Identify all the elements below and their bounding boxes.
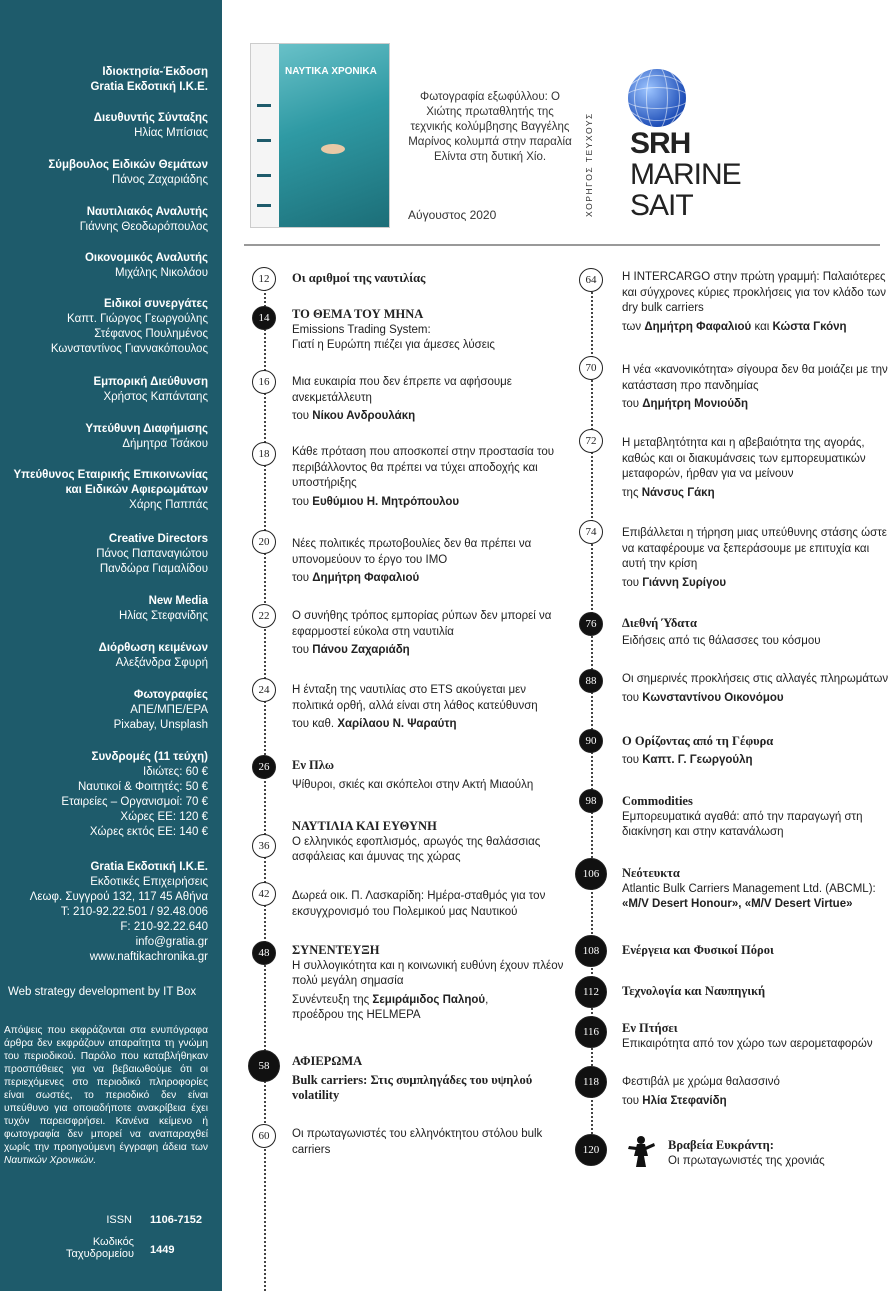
page-number[interactable]: 88 — [579, 669, 603, 693]
toc-title: Φεστιβάλ με χρώμα θαλασσινό — [622, 1076, 780, 1088]
page-number[interactable]: 98 — [579, 789, 603, 813]
toc-title: Atlantic Bulk Carriers Management Ltd. (ABCML): — [622, 882, 876, 895]
credit-block — [96, 532, 208, 577]
toc-title: Εμπορευματικά αγαθά: από την παραγωγή στη διακίνηση και στην κατανάλωση — [622, 810, 863, 839]
page-number[interactable]: 120 — [575, 1134, 607, 1166]
toc-entry[interactable] — [292, 683, 567, 733]
disclaimer — [4, 1024, 208, 1167]
postcode-label-line: Κωδικός — [92, 1236, 134, 1248]
credit-name: Ηλίας Στεφανίδης — [119, 610, 208, 622]
header-divider — [244, 244, 880, 246]
toc-entry[interactable] — [292, 307, 582, 354]
toc-section: Νεότευκτα — [622, 866, 680, 880]
credit-name: Στέφανος Πουλημένος — [94, 328, 208, 340]
toc-title: Οι σημερινές προκλήσεις στις αλλαγές πληρωμάτων — [622, 673, 889, 685]
postcode-value: 1449 — [150, 1244, 175, 1256]
page-number[interactable]: 22 — [252, 604, 276, 628]
credit-block — [80, 205, 208, 235]
credit-block — [61, 750, 208, 840]
toc-author: του Δημήτρη Φαφαλιού — [292, 572, 420, 585]
toc-section: Εν Πλω — [292, 758, 335, 772]
page-number[interactable]: 18 — [252, 442, 276, 466]
sponsor-logo-line: SRH — [630, 127, 691, 160]
toc-section: Οι αριθμοί της ναυτιλίας — [292, 271, 426, 285]
toc-title: Η μεταβλητότητα και η αβεβαιότητα της αγοράς, καθώς και οι διακυμάνσεις των εμπορευματικών μεταφορών, ήρθαν για να μείνουν — [622, 437, 866, 481]
cover-thumbnail[interactable] — [250, 43, 390, 228]
credit-role: Συνδρομές (11 τεύχη) — [91, 751, 208, 763]
toc-title: Μια ευκαιρία που δεν έπρεπε να αφήσουμε ανεκμετάλλευτη — [292, 376, 512, 404]
credit-role: Οικονομικός Αναλυτής — [84, 252, 208, 264]
credit-role: Creative Directors — [108, 533, 208, 545]
toc-author: του Νίκου Ανδρουλάκη — [292, 410, 416, 423]
toc-entry[interactable] — [292, 537, 554, 587]
sponsor-logo-line: MARINE — [630, 158, 741, 191]
credit-block — [85, 251, 208, 281]
credit-name: Ιδιώτες: 60 € — [143, 766, 208, 778]
web-strategy-credit: Web strategy development by IT Box — [8, 986, 197, 998]
toc-entry[interactable] — [292, 271, 425, 287]
credit-block — [51, 297, 208, 357]
toc-section: Διεθνή Ύδατα — [622, 616, 698, 630]
cover-caption: Φωτογραφία εξωφύλλου: Ο Χιώτης πρωταθλητής της τεχνικής κολύμβησης Βαγγέλης Μαρίνος κολυμπά στην παραλία Ελίντα στη δυτική Χίο. — [408, 91, 572, 163]
toc-title: Ο συνήθης τρόπος εμπορίας ρύπων δεν μπορεί να εφαρμοστεί εύκολα στη ναυτιλία — [292, 610, 552, 638]
credit-role: New Media — [148, 595, 208, 607]
toc-section: ΤΟ ΘΕΜΑ ΤΟΥ ΜΗΝΑ — [292, 307, 424, 321]
toc-subsection: Bulk carriers: Στις συμπληγάδες του υψηλού volatility — [292, 1072, 533, 1103]
globe-icon — [628, 69, 686, 127]
credit-name: Πάνος Ζαχαριάδης — [112, 174, 208, 186]
toc-title: Γιατί η Ευρώπη πιέζει για άμεσες λύσεις — [292, 339, 495, 352]
toc-entry[interactable] — [292, 943, 572, 1024]
page-number[interactable]: 48 — [252, 941, 276, 965]
toc-entry[interactable] — [622, 436, 894, 501]
toc-author: του Ηλία Στεφανίδη — [622, 1094, 727, 1107]
toc-section: ΣΥΝΕΝΤΕΥΞΗ — [292, 943, 380, 957]
toc-author: του Κωνσταντίνου Οικονόμου — [622, 691, 784, 704]
credit-role: Διόρθωση κειμένων — [98, 642, 208, 654]
toc-entry[interactable] — [622, 1021, 896, 1052]
credit-name: Πάνος Παπαναγιώτου — [96, 548, 208, 560]
toc-section: ΑΦΙΕΡΩΜΑ — [292, 1054, 363, 1068]
credit-name: Καπτ. Γιώργος Γεωργούλης — [67, 313, 208, 325]
toc-entry[interactable] — [622, 1075, 894, 1109]
sponsor-label: ΧΟΡΗΓΟΣ ΤΕΥΧΟΥΣ — [584, 112, 594, 217]
toc-entry[interactable] — [622, 794, 894, 841]
toc-section: Τεχνολογία και Ναυπηγική — [622, 984, 766, 998]
award-statue-icon — [624, 1134, 658, 1168]
email-link[interactable]: info@gratia.gr — [135, 936, 208, 948]
toc-author: των Δημήτρη Φαφαλιού και Κώστα Γκόνη — [622, 320, 847, 333]
credit-name: Χώρες εκτός ΕΕ: 140 € — [89, 826, 208, 838]
toc-title: Η INTERCARGO στην πρώτη γραμμή: Παλαιότερες και σύγχρονες κύριες προκλήσεις για τον κλάδο των dry bulk carriers — [622, 271, 886, 315]
toc-entry[interactable] — [622, 984, 765, 1000]
credit-name: Λεωφ. Συγγρού 132, 117 45 Αθήνα — [29, 891, 208, 903]
page-number[interactable]: 42 — [252, 882, 276, 906]
swimmer-figure — [321, 144, 345, 154]
credit-role: Ειδικοί συνεργάτες — [103, 298, 208, 310]
toc-author: του Γιάννη Συρίγου — [622, 576, 727, 589]
toc-section: ΝΑΥΤΙΛΙΑ ΚΑΙ ΕΥΘΥΝΗ — [292, 819, 437, 833]
credit-name: Χάρης Παππάς — [129, 499, 208, 511]
credit-block — [85, 422, 208, 452]
credit-role: Υπεύθυνος Εταιρικής Επικοινωνίας και Ειδικών Αφιερωμάτων — [13, 469, 208, 496]
credit-block — [94, 111, 208, 141]
toc-entry[interactable] — [292, 1054, 562, 1104]
toc-entry[interactable] — [292, 375, 562, 425]
page-number[interactable]: 90 — [579, 729, 603, 753]
toc-entry[interactable] — [622, 616, 894, 649]
page-number[interactable]: 26 — [252, 755, 276, 779]
page-number[interactable]: 64 — [579, 268, 603, 292]
toc-entry[interactable] — [668, 1138, 894, 1169]
page-number[interactable]: 116 — [575, 1016, 607, 1048]
toc-title: Η ένταξη της ναυτιλίας στο ETS ακούγεται μεν πολιτικά ορθή, αλλά είναι στη λάθος κατεύθυνση — [292, 684, 538, 712]
credit-name: Ηλίας Μπίσιας — [134, 127, 208, 139]
toc-entry[interactable] — [292, 758, 562, 793]
toc-title: Οι πρωταγωνιστές της χρονιάς — [668, 1154, 825, 1167]
toc-heading: Emissions Trading System: — [292, 323, 431, 336]
credit-name: T: 210-92.22.501 / 92.48.006 — [60, 906, 208, 918]
page-number[interactable]: 12 — [252, 267, 276, 291]
credit-block — [48, 158, 208, 188]
credit-role: Ναυτιλιακός Αναλυτής — [86, 206, 208, 218]
postcode-label — [48, 1236, 134, 1260]
toc-author: του Πάνου Ζαχαριάδη — [292, 644, 410, 657]
toc-author: Συνέντευξη της Σεμιράμιδος Παληού, προέδρου της HELMEPA — [292, 993, 489, 1022]
toc-entry[interactable] — [292, 819, 567, 866]
disclaimer-text: Απόψεις που εκφράζονται στα ενυπόγραφα άρθρα δεν εκφράζουν απαραίτητα τη γνώμη του περιοδικού. Παρόλο που καταβλήθηκαν προσπάθειες για να βεβαιωθούμε ότι οι περιεχόμενες στο περιοδικό πληροφορίες είναι σωστές, το περιοδικό δεν είναι υπεύθυνο για οποιαδήποτε ανακρίβεια έχει τυχόν παρεισφρήσει. Κανένα κείμενο ή φωτογραφία δεν μπορεί να αναπαραχθεί χωρίς την προηγούμενη έγγραφη άδεια των — [4, 1025, 208, 1153]
page-number[interactable]: 60 — [252, 1124, 276, 1148]
credit-name: Χώρες ΕΕ: 120 € — [120, 811, 208, 823]
toc-section: Ο Ορίζοντας από τη Γέφυρα — [622, 734, 774, 748]
credit-name: Αλεξάνδρα Σφυρή — [115, 657, 208, 669]
toc-title: Κάθε πρόταση που αποσκοπεί στην προστασία του περιβάλλοντος θα πρέπει να τύχει αποδοχής και υποστήριξης — [292, 446, 555, 490]
credit-role: Φωτογραφίες — [133, 689, 208, 701]
credit-role: Διευθυντής Σύνταξης — [93, 112, 208, 124]
credit-role: Υπεύθυνη Διαφήμισης — [85, 423, 208, 435]
credit-name: F: 210-92.22.640 — [120, 921, 208, 933]
issn-label: ISSN — [106, 1214, 132, 1226]
credit-name: Gratia Εκδοτική Ι.Κ.Ε. — [90, 81, 208, 93]
credit-name: Μιχάλης Νικολάου — [115, 267, 208, 279]
toc-entry[interactable] — [292, 445, 574, 510]
page-number[interactable]: 36 — [252, 834, 276, 858]
cover-strip — [251, 44, 279, 228]
credit-role: Gratia Εκδοτική Ι.Κ.Ε. — [90, 861, 208, 873]
credit-block — [99, 641, 208, 671]
credit-name: Χρήστος Καπάνταης — [103, 391, 208, 403]
toc-entry[interactable] — [292, 1127, 552, 1158]
credit-block — [114, 688, 208, 733]
toc-entry[interactable] — [622, 866, 896, 913]
toc-author: του καθ. Χαρίλαου Ν. Ψαραύτη — [292, 718, 457, 731]
toc-entry[interactable] — [292, 609, 567, 659]
page-number[interactable]: 14 — [252, 306, 276, 330]
toc-entry[interactable] — [622, 526, 894, 591]
credit-name: Κωνσταντίνος Γιαννακόπουλος — [50, 343, 208, 355]
issue-date: Αύγουστος 2020 — [408, 208, 497, 222]
page-number[interactable]: 72 — [579, 429, 603, 453]
credit-block — [119, 594, 208, 624]
page-number[interactable]: 108 — [575, 935, 607, 967]
toc-title: Επιβάλλεται η τήρηση μιας υπεύθυνης στάσης ώστε να καταφέρουμε να ξεπεράσουμε με επιτυχία και αυτή την κρίση — [622, 527, 887, 571]
page-number[interactable]: 118 — [575, 1066, 607, 1098]
credit-role: Ιδιοκτησία-Έκδοση — [102, 66, 208, 78]
toc-author: της Νάνσυς Γάκη — [622, 486, 715, 499]
credit-role: Εμπορική Διεύθυνση — [93, 376, 208, 388]
disclaimer-magazine-name: Ναυτικών Χρονικών. — [4, 1155, 97, 1166]
toc-title: Ψίθυροι, σκιές και σκόπελοι στην Ακτή Μιαούλη — [292, 778, 534, 791]
credit-block — [90, 65, 208, 95]
sponsor-logo-line: SAIT — [630, 189, 693, 222]
toc-entry[interactable] — [622, 363, 894, 413]
toc-entry[interactable] — [622, 943, 774, 959]
page-number[interactable]: 20 — [252, 530, 276, 554]
cover-magazine-title: ΝΑΥΤΙΚΑ ΧΡΟΝΙΚΑ — [285, 66, 377, 77]
issn-value: 1106-7152 — [150, 1214, 202, 1226]
toc-title: Νέες πολιτικές πρωτοβουλίες δεν θα πρέπει να υπονομεύουν το έργο του ΙΜΟ — [292, 538, 532, 566]
credit-name: Πανδώρα Γιαμαλίδου — [99, 563, 208, 575]
toc-title: Η συλλογικότητα και η κοινωνική ευθύνη έχουν πλέον πολύ μεγάλη σημασία — [292, 959, 564, 988]
website-link[interactable]: www.naftikachronika.gr — [89, 951, 208, 963]
toc-section: Εν Πτήσει — [622, 1021, 678, 1035]
credit-name: Εταιρείες – Οργανισμοί: 70 € — [61, 796, 208, 808]
toc-title: Η νέα «κανονικότητα» σίγουρα δεν θα μοιάζει με την κατάσταση προ πανδημίας — [622, 364, 888, 392]
toc-entry[interactable] — [622, 672, 896, 706]
page-number[interactable]: 58 — [248, 1050, 280, 1082]
toc-title: Ο ελληνικός εφοπλισμός, αρωγός της θαλάσσιας ασφάλειας και άμυνας της χώρας — [292, 835, 541, 864]
toc-section: Commodities — [622, 794, 693, 808]
toc-title: Δωρεά οικ. Π. Λασκαρίδη: Ημέρα-σταθμός για τον εκσυγχρονισμό του Πολεμικού μας Ναυτικού — [292, 890, 546, 918]
page-number[interactable]: 24 — [252, 678, 276, 702]
credit-name: Pixabay, Unsplash — [113, 719, 208, 731]
toc-author: του Καπτ. Γ. Γεωργούλη — [622, 753, 753, 766]
credit-block — [0, 468, 208, 513]
credit-name: Ναυτικοί & Φοιτητές: 50 € — [77, 781, 208, 793]
credit-name: ΑΠΕ/ΜΠΕ/EPA — [130, 704, 208, 716]
toc-author: του Δημήτρη Μονιούδη — [622, 398, 749, 411]
page-number[interactable]: 70 — [579, 356, 603, 380]
credit-name: Δήμητρα Τσάκου — [122, 438, 208, 450]
page-number[interactable]: 16 — [252, 370, 276, 394]
page-number[interactable]: 112 — [575, 976, 607, 1008]
toc-author: του Ευθύμιου Η. Μητρόπουλου — [292, 495, 460, 508]
page-number[interactable]: 76 — [579, 612, 603, 636]
credit-block — [93, 375, 208, 405]
toc-title: Ειδήσεις από τις θάλασσες του κόσμου — [622, 634, 821, 647]
toc-entry[interactable] — [292, 889, 572, 920]
credit-name: Γιάννης Θεοδωρόπουλος — [79, 221, 208, 233]
postcode-label-line: Ταχυδρομείου — [66, 1248, 134, 1260]
toc-section: Ενέργεια και Φυσικοί Πόροι — [622, 943, 774, 957]
credit-block — [30, 860, 208, 965]
toc-entry[interactable] — [622, 734, 894, 768]
toc-title: Επικαιρότητα από τον χώρο των αερομεταφορών — [622, 1037, 873, 1050]
toc-title: Οι πρωταγωνιστές του ελληνόκτητου στόλου bulk carriers — [292, 1128, 543, 1156]
toc-entry[interactable] — [622, 270, 894, 335]
page-number[interactable]: 74 — [579, 520, 603, 544]
page-number[interactable]: 106 — [575, 858, 607, 890]
toc-section: Βραβεία Ευκράντη: — [668, 1138, 774, 1152]
masthead-sidebar — [0, 0, 222, 1291]
credit-name: Εκδοτικές Επιχειρήσεις — [90, 876, 208, 888]
credit-role: Σύμβουλος Ειδικών Θεμάτων — [48, 159, 208, 171]
toc-title-bold: «M/V Desert Honour», «M/V Desert Virtue» — [622, 898, 853, 911]
